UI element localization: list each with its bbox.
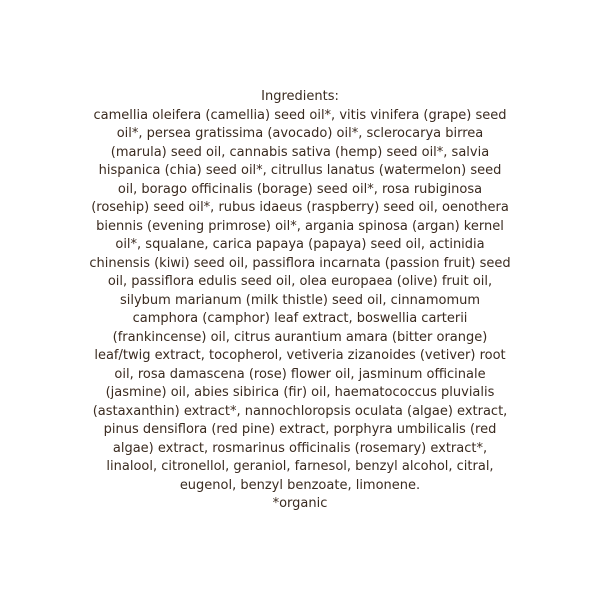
ingredient-line: oil, rosa damascena (rose) flower oil, jasminum officinale [114,366,486,382]
ingredient-line: (astaxanthin) extract*, nannochloropsis oculata (algae) extract, [92,403,508,419]
ingredient-line: oil*, squalane, carica papaya (papaya) seed oil, actinidia [115,237,485,252]
ingredient-line: chinensis (kiwi) seed oil, passiflora incarnata (passion fruit) seed [89,255,511,271]
ingredient-line: (rosehip) seed oil*, rubus idaeus (raspberry) seed oil, oenothera [91,200,509,215]
ingredient-line: leaf/twig extract, tocopherol, vetiveria zizanoides (vetiver) root [94,348,506,363]
ingredient-line: hispanica (chia) seed oil*, citrullus lanatus (watermelon) seed [98,163,502,178]
ingredient-line: algae) extract, rosmarinus officinalis (rosemary) extract*, [112,440,488,456]
ingredient-line: silybum marianum (milk thistle) seed oil, cinnamomum [119,292,481,308]
ingredient-line: (jasmine) oil, abies sibirica (fir) oil, haematococcus pluvialis [105,385,495,400]
ingredient-line: oil, borago officinalis (borage) seed oil*, rosa rubiginosa [117,181,483,197]
ingredient-line: oil, passiflora edulis seed oil, olea europaea (olive) fruit oil, [107,274,493,289]
ingredient-line: biennis (evening primrose) oil*, argania spinosa (argan) kernel [96,218,504,234]
ingredient-line: camellia oleifera (camellia) seed oil*, vitis vinifera (grape) seed [93,107,507,123]
ingredient-line: eugenol, benzyl benzoate, limonene. [179,477,421,493]
ingredients-heading: Ingredients: [261,89,339,104]
ingredient-line: pinus densiflora (red pine) extract, porphyra umbilicalis (red [103,422,497,437]
ingredient-line: oil*, persea gratissima (avocado) oil*, sclerocarya birrea [116,126,484,141]
ingredients-text-block [40,88,560,514]
ingredient-line: (frankincense) oil, citrus aurantium amara (bitter orange) [112,329,488,345]
ingredient-line: linalool, citronellol, geraniol, farnesol, benzyl alcohol, citral, [106,459,494,474]
organic-footnote: *organic [272,496,328,511]
ingredient-line: camphora (camphor) leaf extract, boswellia carterii [132,311,468,326]
ingredient-line: (marula) seed oil, cannabis sativa (hemp) seed oil*, salvia [110,144,490,160]
